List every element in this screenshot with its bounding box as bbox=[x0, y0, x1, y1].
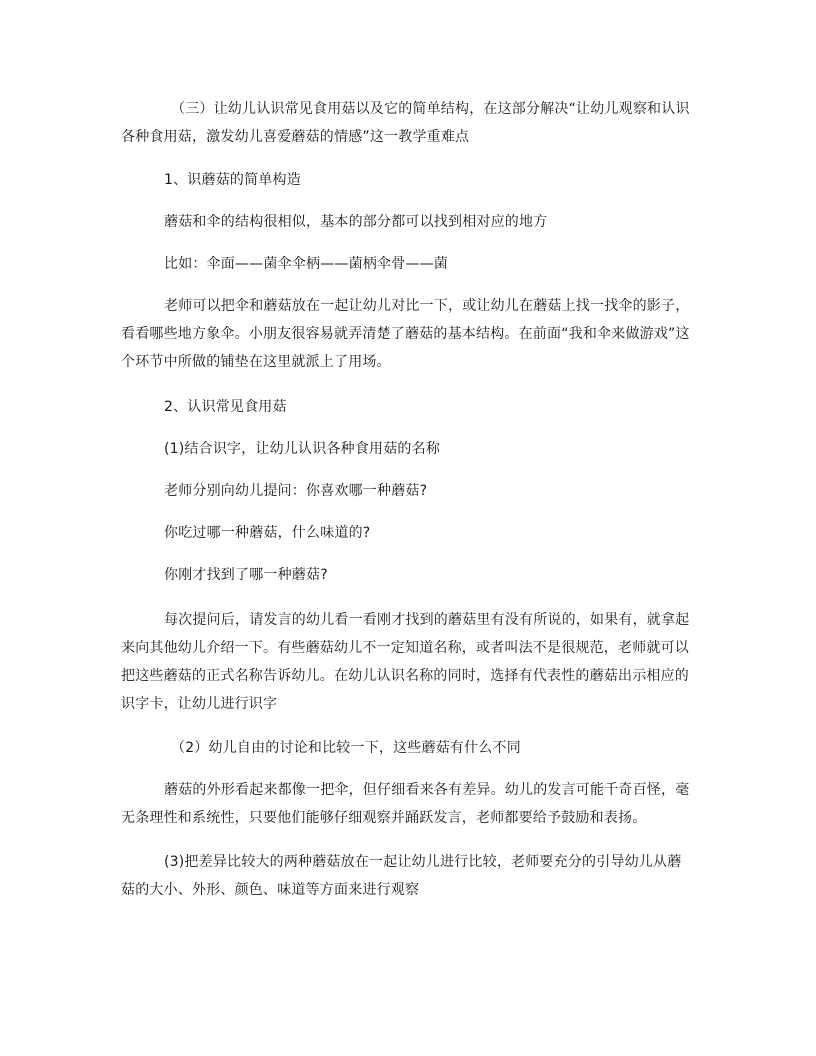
subheading-2: 2、认识常见食用菇 bbox=[164, 399, 287, 415]
body-paragraph: 每次提问后，请发言的幼儿看一看刚才找到的蘑菇里有没有所说的，如果有，就拿起来向其他幼儿介绍一下。有些蘑菇幼儿不一定知道名称，或者叫法不是很规范，老师就可以把这些蘑菇的正式名称告诉幼儿。在幼儿认识名称的同时，选择有代表性的蘑菇出示相应的识字卡，让幼儿进行识字 bbox=[121, 612, 690, 712]
body-paragraph: 蘑菇和伞的结构很相似，基本的部分都可以找到相对应的地方 bbox=[164, 214, 548, 230]
body-paragraph: （2）幼儿自由的讨论和比较一下，这些蘑菇有什么不同 bbox=[171, 740, 521, 756]
body-paragraph: 你吃过哪一种蘑菇，什么味道的? bbox=[164, 525, 371, 541]
subheading-1: 1、识蘑菇的简单构造 bbox=[164, 172, 301, 188]
body-paragraph: 老师可以把伞和蘑菇放在一起让幼儿对比一下，或让幼儿在蘑菇上找一找伞的影子，看看哪些地方象伞。小朋友很容易就弄清楚了蘑菇的基本结构。在前面“我和伞来做游戏”这个环节中所做的铺垫在这里就派上了用场。 bbox=[121, 298, 690, 370]
body-paragraph: 老师分别向幼儿提问：你喜欢哪一种蘑菇? bbox=[164, 483, 428, 499]
section-heading-paragraph: （三）让幼儿认识常见食用菇以及它的简单结构，在这部分解决“让幼儿观察和认识各种食用菇，激发幼儿喜爱蘑菇的情感”这一教学重难点 bbox=[121, 101, 690, 145]
body-paragraph: 比如：伞面——菌伞伞柄——菌柄伞骨——菌 bbox=[164, 256, 448, 272]
body-paragraph: 蘑菇的外形看起来都像一把伞，但仔细看来各有差异。幼儿的发言可能千奇百怪，毫无条理性和系统性，只要他们能够仔细观察并踊跃发言，老师都要给予鼓励和表扬。 bbox=[121, 782, 690, 826]
body-paragraph: (3)把差异比较大的两种蘑菇放在一起让幼儿进行比较，老师要充分的引导幼儿从蘑菇的大小、外形、颜色、味道等方面来进行观察 bbox=[121, 854, 682, 898]
body-paragraph: (1)结合识字，让幼儿认识各种食用菇的名称 bbox=[164, 441, 441, 457]
body-paragraph: 你刚才找到了哪一种蘑菇? bbox=[164, 567, 328, 583]
